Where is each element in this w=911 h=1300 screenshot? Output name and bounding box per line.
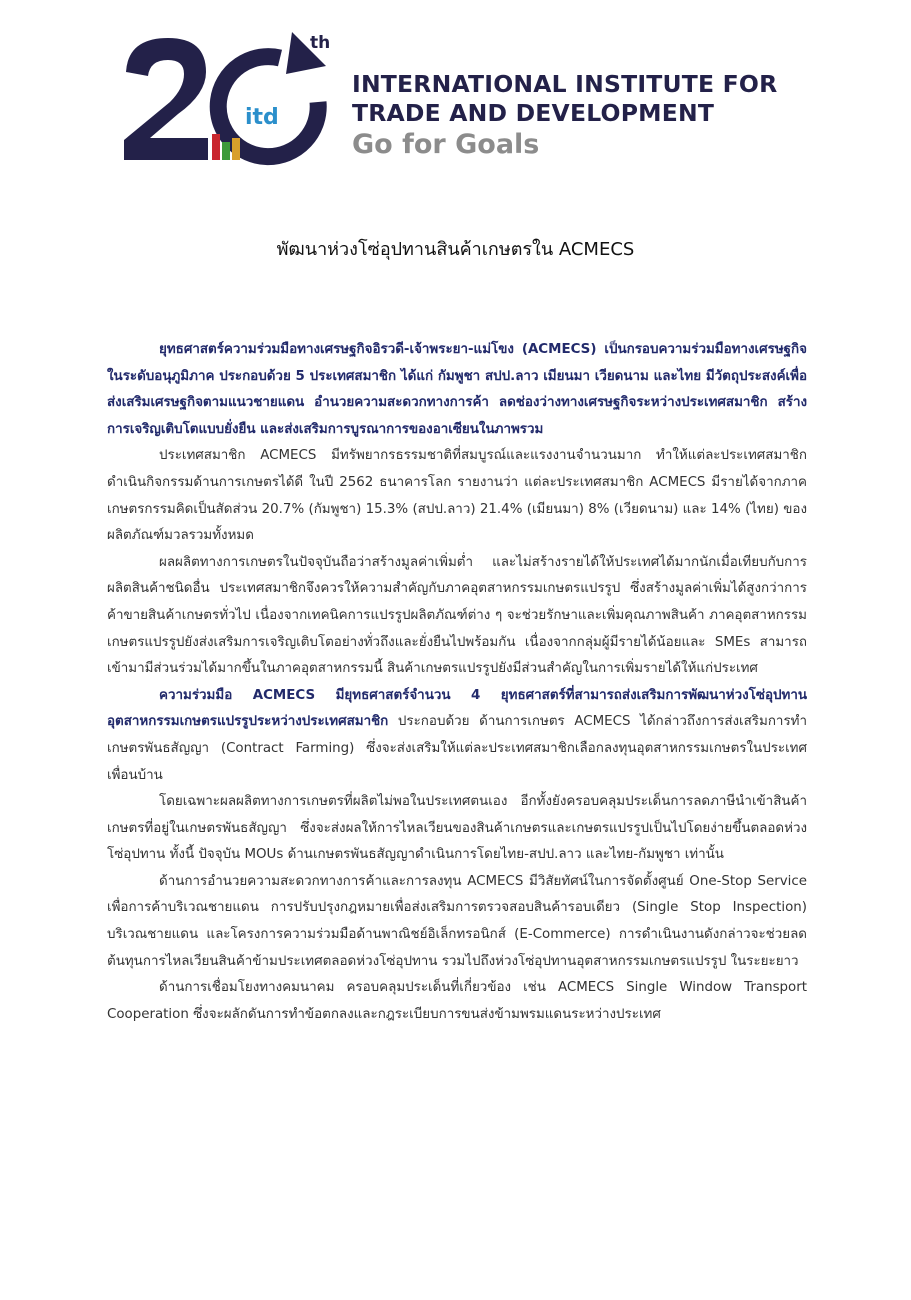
paragraph-1 — [107, 337, 807, 443]
paragraph-text: ประเทศสมาชิก ACMECS มีทรัพยากรธรรมชาติที่สมบูรณ์และแรงงานจำนวนมาก ทำให้แต่ละประเทศสมาชิกดำเนินกิจกรรมด้านการเกษตรได้ดี ในปี 2562 ธนาคารโลก รายงานว่า แต่ละประเทศสมาชิก ACMECS มีรายได้จากภาคเกษตรกรรมคิดเป็นสัดส่วน 20.7% (กัมพูชา) 15.3% (สปป.ลาว) 21.4% (เมียนมา) 8% (เวียดนาม) และ 14% (ไทย) ของผลิตภัณฑ์มวลรวมทั้งหมด — [107, 448, 807, 544]
logo-bar-yellow — [232, 138, 240, 160]
logo-acronym: itd — [245, 105, 279, 130]
document-body — [107, 337, 807, 1028]
paragraph-lead: ยุทธศาสตร์ความร่วมมือทางเศรษฐกิจอิรวดี-เจ้าพระยา-แม่โขง (ACMECS) เป็นกรอบความร่วมมือทางเศรษฐกิจในระดับอนุภูมิภาค ประกอบด้วย 5 ประเทศสมาชิก ได้แก่ กัมพูชา สปป.ลาว เมียนมา เวียดนาม และไทย มีวัตถุประสงค์เพื่อส่งเสริมเศรษฐกิจตามแนวชายแดน อำนวยความสะดวกทางการค้า ลดช่องว่างทางเศรษฐกิจระหว่างประเทศสมาชิก สร้างการเจริญเติบโตแบบยั่งยืน และส่งเสริมการบูรณาการของอาเซียนในภาพรวม — [107, 342, 807, 437]
paragraph-text: ผลผลิตทางการเกษตรในปัจจุบันถือว่าสร้างมูลค่าเพิ่มต่ำ และไม่สร้างรายได้ให้ประเทศได้มากนักเมื่อเทียบกับการผลิตสินค้าชนิดอื่น ประเทศสมาชิกจึงควรให้ความสำคัญกับภาคอุตสาหกรรมเกษตรแปรรูป ซึ่งสร้างมูลค่าเพิ่มได้สูงกว่าการค้าขายสินค้าเกษตรทั่วไป เนื่องจากเทคนิคการแปรรูปผลิตภัณฑ์ต่าง ๆ จะช่วยรักษาและเพิ่มคุณภาพสินค้า ภาคอุตสาหกรรมเกษตรแปรรูปยังส่งเสริมการเจริญเติบโตอย่างทั่วถึงและยั่งยืนไปพร้อมกัน เนื่องจากกลุ่มผู้มีรายได้น้อยและ SMEs สามารถเข้ามามีส่วนร่วมได้มากขึ้นในภาคอุตสาหกรรมนี้ สินค้าเกษตรแปรรูปยังมีส่วนสำคัญในการเพิ่มรายได้ให้แก่ประเทศ — [107, 554, 807, 677]
logo-bar-red — [212, 134, 220, 160]
paragraph-text: ด้านการอำนวยความสะดวกทางการค้าและการลงทุน ACMECS มีวิสัยทัศน์ในการจัดตั้งศูนย์ One-Stop Service เพื่อการค้าบริเวณชายแดน การปรับปรุงกฎหมายเพื่อส่งเสริมการตรวจสอบสินค้ารอบเดียว (Single Stop Inspection) บริเวณชายแดน และโครงการความร่วมมือด้านพาณิชย์อิเล็กทรอนิกส์ (E-Commerce) การดำเนินงานดังกล่าวจะช่วยลดต้นทุนการไหลเวียนสินค้าข้ามประเทศตลอดห่วงโซ่อุปทาน รวมไปถึงห่วงโซ่อุปทานอุตสาหกรรมเกษตรแปรรูป ในระยะยาว — [107, 873, 807, 969]
logo-bar-green — [222, 142, 230, 160]
paragraph-6 — [107, 869, 807, 975]
paragraph-7 — [107, 975, 807, 1028]
paragraph-3 — [107, 550, 807, 683]
paragraph-2 — [107, 443, 807, 549]
slogan: Go for Goals — [352, 129, 540, 160]
paragraph-5 — [107, 789, 807, 869]
org-name-line-2: TRADE AND DEVELOPMENT — [352, 99, 715, 127]
logo-digit-two — [124, 38, 208, 160]
logo-superscript: th — [310, 33, 331, 53]
page-header — [120, 30, 800, 170]
paragraph-text: ประกอบด้วย ด้านการเกษตร ACMECS ได้กล่าวถึงการส่งเสริมการทำเกษตรพันธสัญญา (Contract Farming) ซึ่งจะส่งเสริมให้แต่ละประเทศสมาชิกเลือกลงทุนอุตสาหกรรมเกษตรในประเทศเพื่อนบ้าน — [107, 714, 807, 783]
paragraph-text: โดยเฉพาะผลผลิตทางการเกษตรที่ผลิตไม่พอในประเทศตนเอง อีกทั้งยังครอบคลุมประเด็นการลดภาษีนำเข้าสินค้าเกษตรที่อยู่ในเกษตรพันธสัญญา ซึ่งจะส่งผลให้การไหลเวียนของสินค้าเกษตรและเกษตรแปรรูปเป็นไปโดยง่ายขึ้นตลอดห่วงโซ่อุปทาน ทั้งนี้ ปัจจุบัน MOUs ด้านเกษตรพันธสัญญาดำเนินการโดยไทย-สปป.ลาว และไทย-กัมพูชา เท่านั้น — [107, 794, 807, 863]
organization-name-block — [352, 70, 802, 162]
document-title: พัฒนาห่วงโซ่อุปทานสินค้าเกษตรใน ACMECS — [276, 239, 635, 260]
itd-20th-logo — [120, 30, 355, 170]
paragraph-4 — [107, 683, 807, 789]
paragraph-text: ด้านการเชื่อมโยงทางคมนาคม ครอบคลุมประเด็นที่เกี่ยวข้อง เช่น ACMECS Single Window Transport Cooperation ซึ่งจะผลักดันการทำข้อตกลงและกฎระเบียบการขนส่งข้ามพรมแดนระหว่างประเทศ — [107, 980, 807, 1022]
org-name-line-1: INTERNATIONAL INSTITUTE FOR — [352, 70, 778, 98]
paragraph-lead: ความร่วมมือ ACMECS มียุทธศาสตร์จำนวน 4 ยุทธศาสตร์ที่สามารถส่งเสริมการพัฒนาห่วงโซ่อุปทานอุตสาหกรรมเกษตรแปรรูประหว่างประเทศสมาชิก — [107, 687, 807, 730]
